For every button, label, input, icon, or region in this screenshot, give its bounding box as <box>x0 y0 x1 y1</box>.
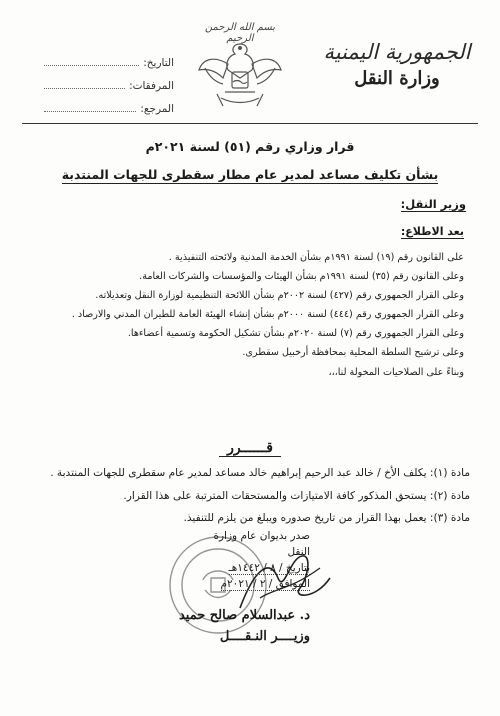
preamble-item: وعلى ترشيح السلطة المحلية بمحافظة أرخبيل سقطرى. <box>242 347 464 359</box>
attachments-field <box>44 69 174 92</box>
issued-hijri-date <box>190 560 310 576</box>
decree-subject <box>0 167 500 182</box>
reference-fields <box>44 46 174 115</box>
minister-heading <box>401 197 466 211</box>
attachments-label: المرفقات: <box>129 80 174 92</box>
after-review-heading <box>401 225 464 238</box>
preamble-item: وعلى القرار الجمهوري رقم (٧) لسنة ٢٠٢٠م بشأن تشكيل الحكومة وتسمية أعضاءها. <box>127 328 464 340</box>
preamble-item: وعلى القرار الجمهوري رقم (٤٢٧) لسنة ٢٠٠٢م بشأن اللائحة التنظيمية لوزارة النقل وتعديلاته. <box>95 290 464 302</box>
article-item: مادة (١): يكلف الأخ / خالد عبد الرحيم إبراهيم خالد مساعد لمدير عام سقطرى للجهات المنتدبة . <box>50 467 470 479</box>
articles-list <box>20 462 470 530</box>
date-dotted-line <box>44 65 139 66</box>
decides-text: قــــــرر <box>219 440 281 457</box>
date-label: التاريخ: <box>143 57 174 69</box>
issued-gregorian-date <box>190 576 310 592</box>
minister-heading-text: وزير النقل: <box>400 197 466 211</box>
letterhead-right <box>322 40 472 89</box>
reference-dotted-line <box>44 111 136 112</box>
issued-hijri-text: بتاريخ / ٨ / ١٤٤٢هـ <box>228 562 310 574</box>
issued-gregorian-text: الموافق / ٢ / ٢٠٢١م <box>220 578 310 590</box>
date-field <box>44 46 174 69</box>
signatory-name: د. عبدالسلام صالح حميد <box>178 608 310 623</box>
after-review-text: بعد الاطلاع: <box>400 225 464 238</box>
decree-subject-text: بشأن تكليف مساعد لمدير عام مطار سقطرى للجهات المنتدبة <box>61 167 439 182</box>
signatory-block <box>179 605 310 647</box>
preamble-item: وعلى القانون رقم (٣٥) لسنة ١٩٩١م بشأن الهيئات والمؤسسات والشركات العامة. <box>139 271 464 283</box>
article-item: مادة (٣): يعمل بهذا القرار من تاريخ صدوره ويبلغ من يلزم للتنفيذ. <box>183 512 470 524</box>
issuance-block <box>190 528 310 592</box>
header-divider <box>22 123 478 124</box>
preamble-item: وبناءً على الصلاحيات المخولة لنا،،، <box>328 366 464 378</box>
preamble-item: وعلى القرار الجمهوري رقم (٤٤٤) لسنة ٢٠٠٠م بشأن إنشاء الهيئة العامة للطيران المدني والارصاد . <box>71 309 464 321</box>
country-name: الجمهورية اليمنية <box>323 40 471 64</box>
reference-label: المرجع: <box>140 103 174 115</box>
decree-title: قرار وزاري رقم (٥١) لسنة ٢٠٢١م <box>145 139 355 154</box>
preamble-item: على القانون رقم (١٩) لسنة ١٩٩١م بشأن الخدمة المدنية ولائحته التنفيذية . <box>168 252 464 263</box>
issued-place: صدر بديوان عام وزارة النقل <box>213 530 310 558</box>
attachments-dotted-line <box>44 88 125 89</box>
ministry-name: وزارة النقل <box>354 68 440 89</box>
reference-field <box>44 92 174 115</box>
article-item: مادة (٢): يستحق المذكور كافة الامتيازات والمستحقات المترتبة على هذا القرار. <box>123 489 470 502</box>
signatory-title: وزيــــر النـقــــل <box>219 629 310 644</box>
preamble-list <box>24 248 464 382</box>
decides-heading <box>0 440 500 456</box>
basmala: بسم الله الرحمن الرحيم <box>204 22 276 44</box>
yemen-eagle-emblem-icon <box>195 34 285 112</box>
